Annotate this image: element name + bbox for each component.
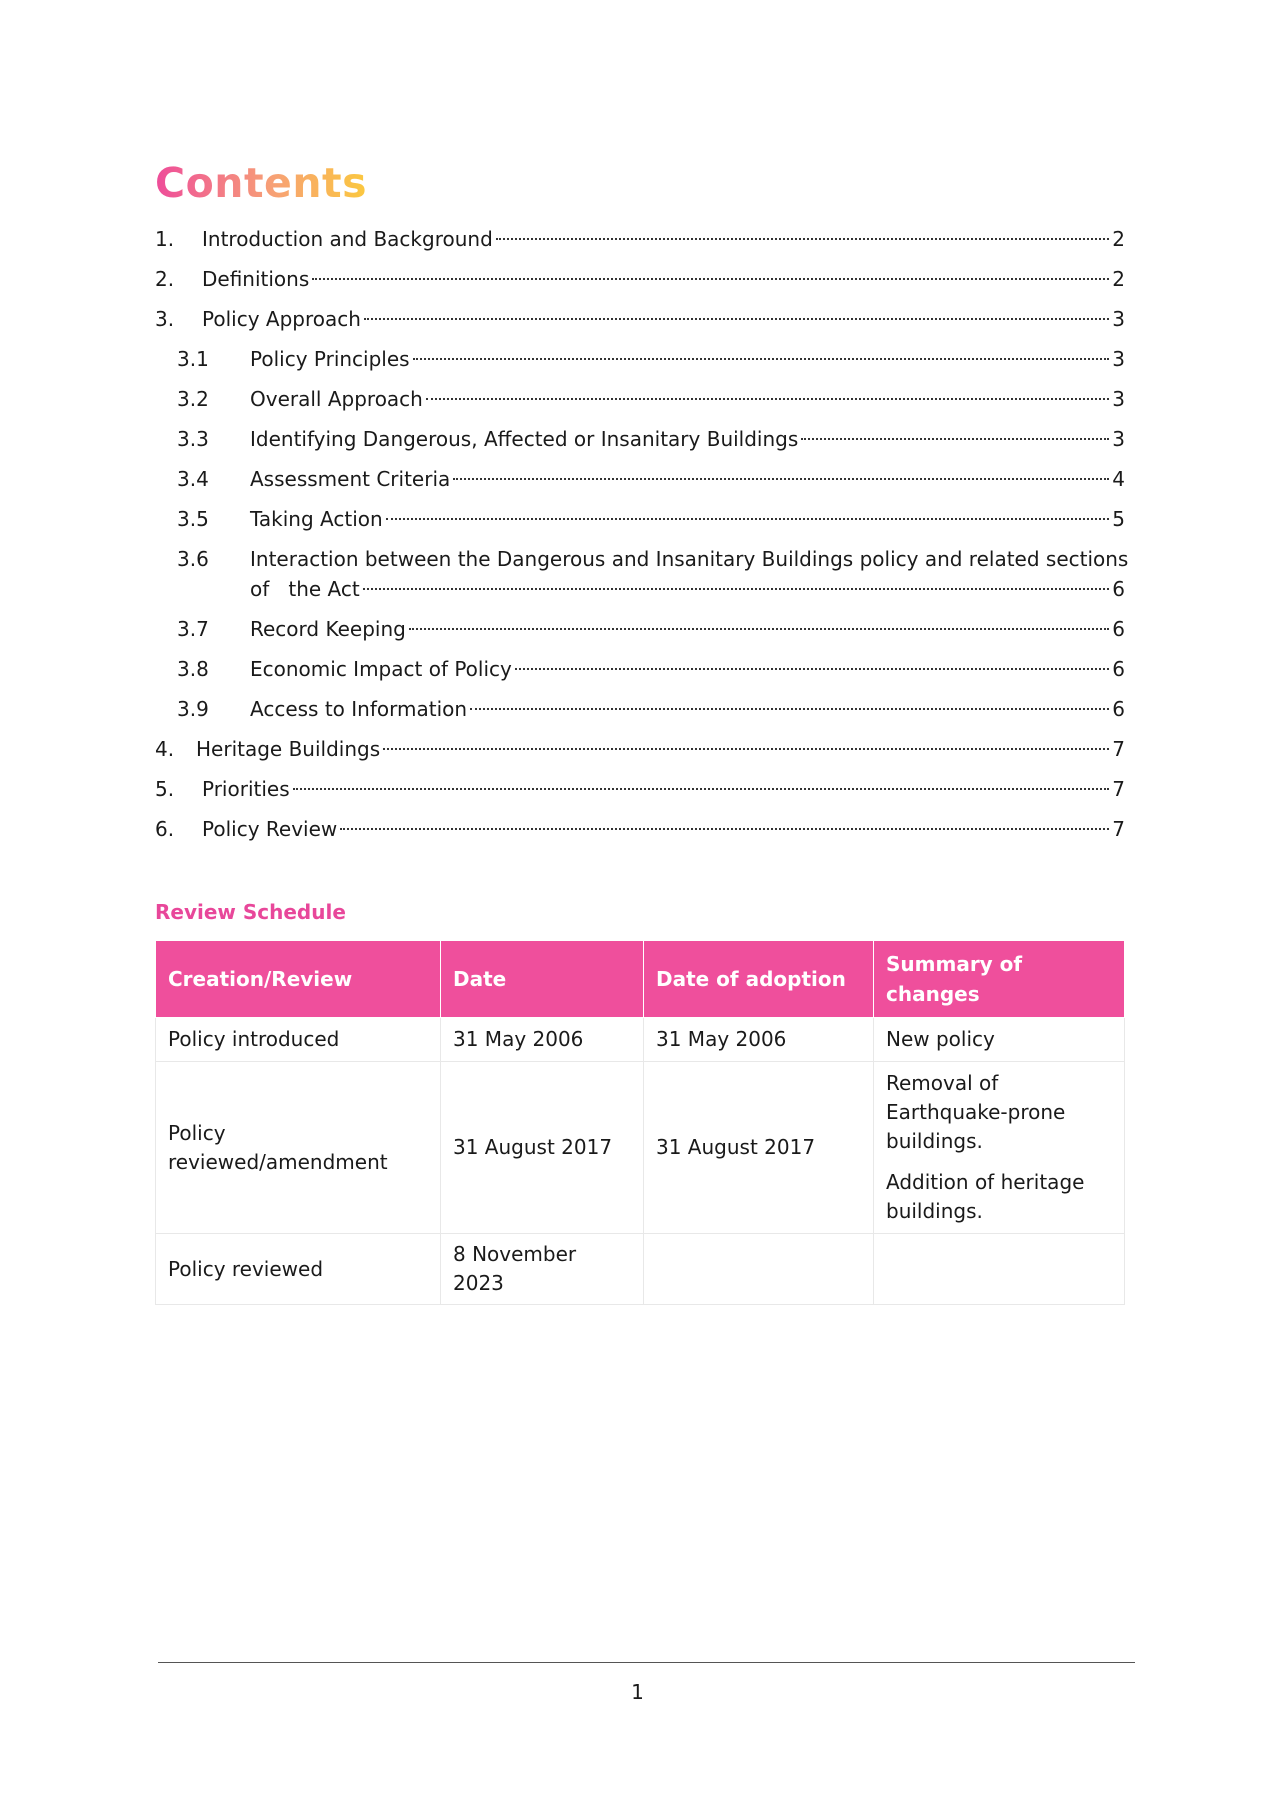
toc-page: 7 [1112,817,1125,841]
toc-page: 6 [1112,617,1125,641]
toc-page: 3 [1112,387,1125,411]
column-header-date: Date [441,941,644,1018]
cell-creation: Policy reviewed/amendment [156,1062,441,1234]
toc-title: Introduction and Background [202,227,493,251]
toc-entry[interactable] [155,544,1129,604]
toc-leader [386,518,1110,520]
toc-leader [364,318,1109,320]
toc-entry[interactable] [155,224,1125,254]
toc-page: 2 [1112,267,1125,291]
column-header-adoption: Date of adoption [644,941,874,1018]
table-of-contents [155,224,1129,854]
summary-line: Addition of heritage buildings. [886,1170,1085,1223]
toc-title: Economic Impact of Policy [250,657,512,681]
table-row [156,1062,1125,1234]
toc-leader [312,278,1109,280]
page-number: 1 [631,1680,644,1704]
toc-number: 3.6 [177,547,209,571]
summary-line: New policy [886,1027,995,1051]
toc-entry[interactable] [155,774,1125,804]
toc-title: Assessment Criteria [250,467,451,491]
review-schedule-heading: Review Schedule [155,900,346,924]
toc-page: 7 [1112,777,1125,801]
toc-leader [409,628,1109,630]
toc-number: 3.4 [177,467,209,491]
toc-leader [383,748,1109,750]
toc-page: 3 [1112,347,1125,371]
toc-page: 2 [1112,227,1125,251]
toc-number: 3.1 [177,347,209,371]
toc-title: Identifying Dangerous, Affected or Insanitary Buildings [250,427,799,451]
toc-number: 3. [155,307,175,331]
cell-date: 8 November 2023 [441,1234,644,1305]
toc-page: 3 [1112,307,1125,331]
footer-divider [158,1662,1135,1663]
toc-leader [470,708,1109,710]
toc-leader [426,398,1109,400]
toc-number: 4. [155,737,175,761]
column-header-creation: Creation/Review [156,941,441,1018]
toc-entry[interactable] [155,424,1125,454]
toc-leader [496,238,1109,240]
toc-page: 5 [1112,507,1125,531]
column-header-summary: Summary of changes [874,941,1125,1018]
toc-title: Heritage Buildings [196,737,381,761]
toc-number: 3.7 [177,617,209,641]
toc-number: 6. [155,817,175,841]
toc-number: 1. [155,227,175,251]
toc-number: 2. [155,267,175,291]
cell-adoption: 31 August 2017 [644,1062,874,1234]
toc-entry[interactable] [155,614,1125,644]
cell-adoption: 31 May 2006 [644,1018,874,1062]
toc-page: 7 [1112,737,1125,761]
toc-number: 3.8 [177,657,209,681]
toc-entry[interactable] [155,304,1125,334]
toc-title: Taking Action [250,507,383,531]
cell-summary [874,1062,1125,1234]
toc-leader [293,788,1110,790]
toc-page: 6 [1112,657,1125,681]
toc-title-line1: Interaction between the Dangerous and Insanitary Buildings policy and related sections [250,547,1129,571]
cell-summary [874,1234,1125,1305]
toc-number: 3.2 [177,387,209,411]
cell-date: 31 August 2017 [441,1062,644,1234]
contents-title: Contents [155,159,368,207]
toc-title: Policy Review [202,817,338,841]
toc-number: 3.5 [177,507,209,531]
toc-number: 3.3 [177,427,209,451]
cell-creation: Policy reviewed [156,1234,441,1305]
cell-summary [874,1018,1125,1062]
cell-date: 31 May 2006 [441,1018,644,1062]
toc-page: 3 [1112,427,1125,451]
toc-leader [801,438,1109,440]
table-row [156,1234,1125,1305]
toc-entry[interactable] [155,694,1125,724]
toc-leader [515,668,1109,670]
toc-page: 6 [1112,577,1125,601]
toc-entry[interactable] [155,384,1125,414]
table-row [156,1018,1125,1062]
toc-title: Policy Principles [250,347,410,371]
toc-title: Record Keeping [250,617,406,641]
cell-creation: Policy introduced [156,1018,441,1062]
toc-title: Definitions [202,267,310,291]
toc-leader [413,358,1110,360]
toc-title: Policy Approach [202,307,361,331]
toc-entry[interactable] [155,344,1125,374]
toc-page: 6 [1112,697,1125,721]
toc-title: Priorities [202,777,290,801]
toc-entry[interactable] [155,504,1125,534]
cell-adoption [644,1234,874,1305]
toc-title-line2: of the Act [250,577,360,601]
summary-line: Removal of Earthquake-prone buildings. [886,1071,1066,1153]
toc-number: 3.9 [177,697,209,721]
review-schedule-table [155,940,1125,1305]
toc-entry[interactable] [155,464,1125,494]
toc-title: Access to Information [250,697,468,721]
toc-entry[interactable] [155,734,1125,764]
table-header-row [156,941,1125,1018]
toc-number: 5. [155,777,175,801]
toc-page: 4 [1112,467,1125,491]
toc-entry[interactable] [155,654,1125,684]
toc-leader [340,828,1109,830]
toc-entry[interactable] [155,264,1125,294]
toc-leader [363,588,1110,590]
toc-title: Overall Approach [250,387,423,411]
toc-leader [453,478,1109,480]
toc-entry[interactable] [155,814,1125,844]
